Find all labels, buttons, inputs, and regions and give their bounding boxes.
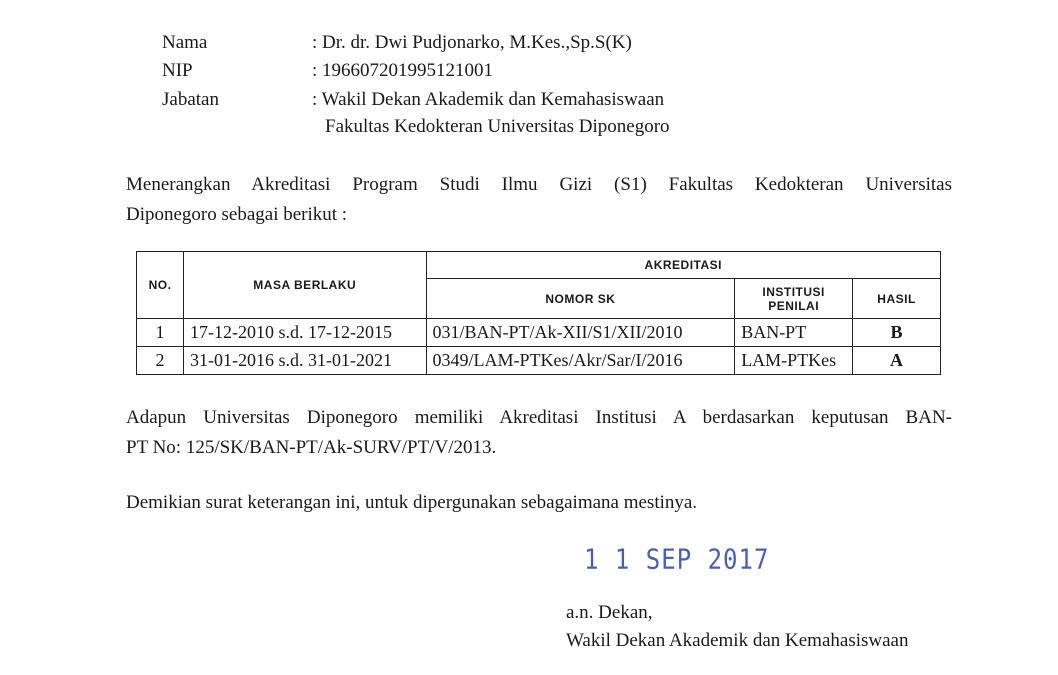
institusi-line-2: PT No: 125/SK/BAN-PT/Ak-SURV/PT/V/2013. (126, 437, 497, 458)
nip-label: NIP (162, 60, 193, 81)
table-row (137, 319, 941, 347)
institusi-line-1: Adapun Universitas Diponegoro memiliki Akreditasi Institusi A berdasarkan keputusan BAN- (126, 407, 952, 428)
row-hasil: A (853, 347, 941, 375)
row-institusi: BAN-PT (735, 319, 853, 347)
signature-title: Wakil Dekan Akademik dan Kemahasiswaan (566, 630, 909, 651)
jabatan-value: : Wakil Dekan Akademik dan Kemahasiswaan (312, 89, 665, 110)
row-masa-berlaku: 31-01-2016 s.d. 31-01-2021 (183, 347, 426, 375)
header-akreditasi: AKREDITASI (426, 252, 940, 279)
jabatan-value-continued: Fakultas Kedokteran Universitas Diponegoro (325, 116, 670, 137)
header-masa-berlaku: MASA BERLAKU (183, 252, 426, 319)
row-institusi: LAM-PTKes (735, 347, 853, 375)
jabatan-label: Jabatan (162, 89, 219, 110)
nama-value: : Dr. dr. Dwi Pudjonarko, M.Kes.,Sp.S(K) (312, 32, 632, 53)
nip-value: : 196607201995121001 (312, 60, 494, 81)
intro-line-1: Menerangkan Akreditasi Program Studi Ilmu Gizi (S1) Fakultas Kedokteran Universitas (126, 174, 952, 195)
header-institusi-penilai (735, 279, 853, 319)
header-hasil: HASIL (853, 279, 941, 319)
signature-an: a.n. Dekan, (566, 602, 653, 623)
row-nomor-sk: 031/BAN-PT/Ak-XII/S1/XII/2010 (426, 319, 735, 347)
row-no: 1 (137, 319, 184, 347)
row-no: 2 (137, 347, 184, 375)
date-stamp: 1 1 SEP 2017 (584, 543, 770, 576)
intro-line-2: Diponegoro sebagai berikut : (126, 204, 348, 225)
header-institusi-line2: PENILAI (768, 298, 820, 313)
header-nomor-sk: NOMOR SK (426, 279, 735, 319)
row-masa-berlaku: 17-12-2010 s.d. 17-12-2015 (183, 319, 426, 347)
header-institusi-line1: INSTITUSI (762, 284, 825, 299)
akreditasi-table (136, 251, 941, 375)
row-nomor-sk: 0349/LAM-PTKes/Akr/Sar/I/2016 (426, 347, 735, 375)
row-hasil: B (853, 319, 941, 347)
header-no: NO. (137, 252, 184, 319)
closing-text: Demikian surat keterangan ini, untuk dipergunakan sebagaimana mestinya. (126, 492, 698, 513)
table-row (137, 347, 941, 375)
nama-label: Nama (162, 32, 208, 53)
